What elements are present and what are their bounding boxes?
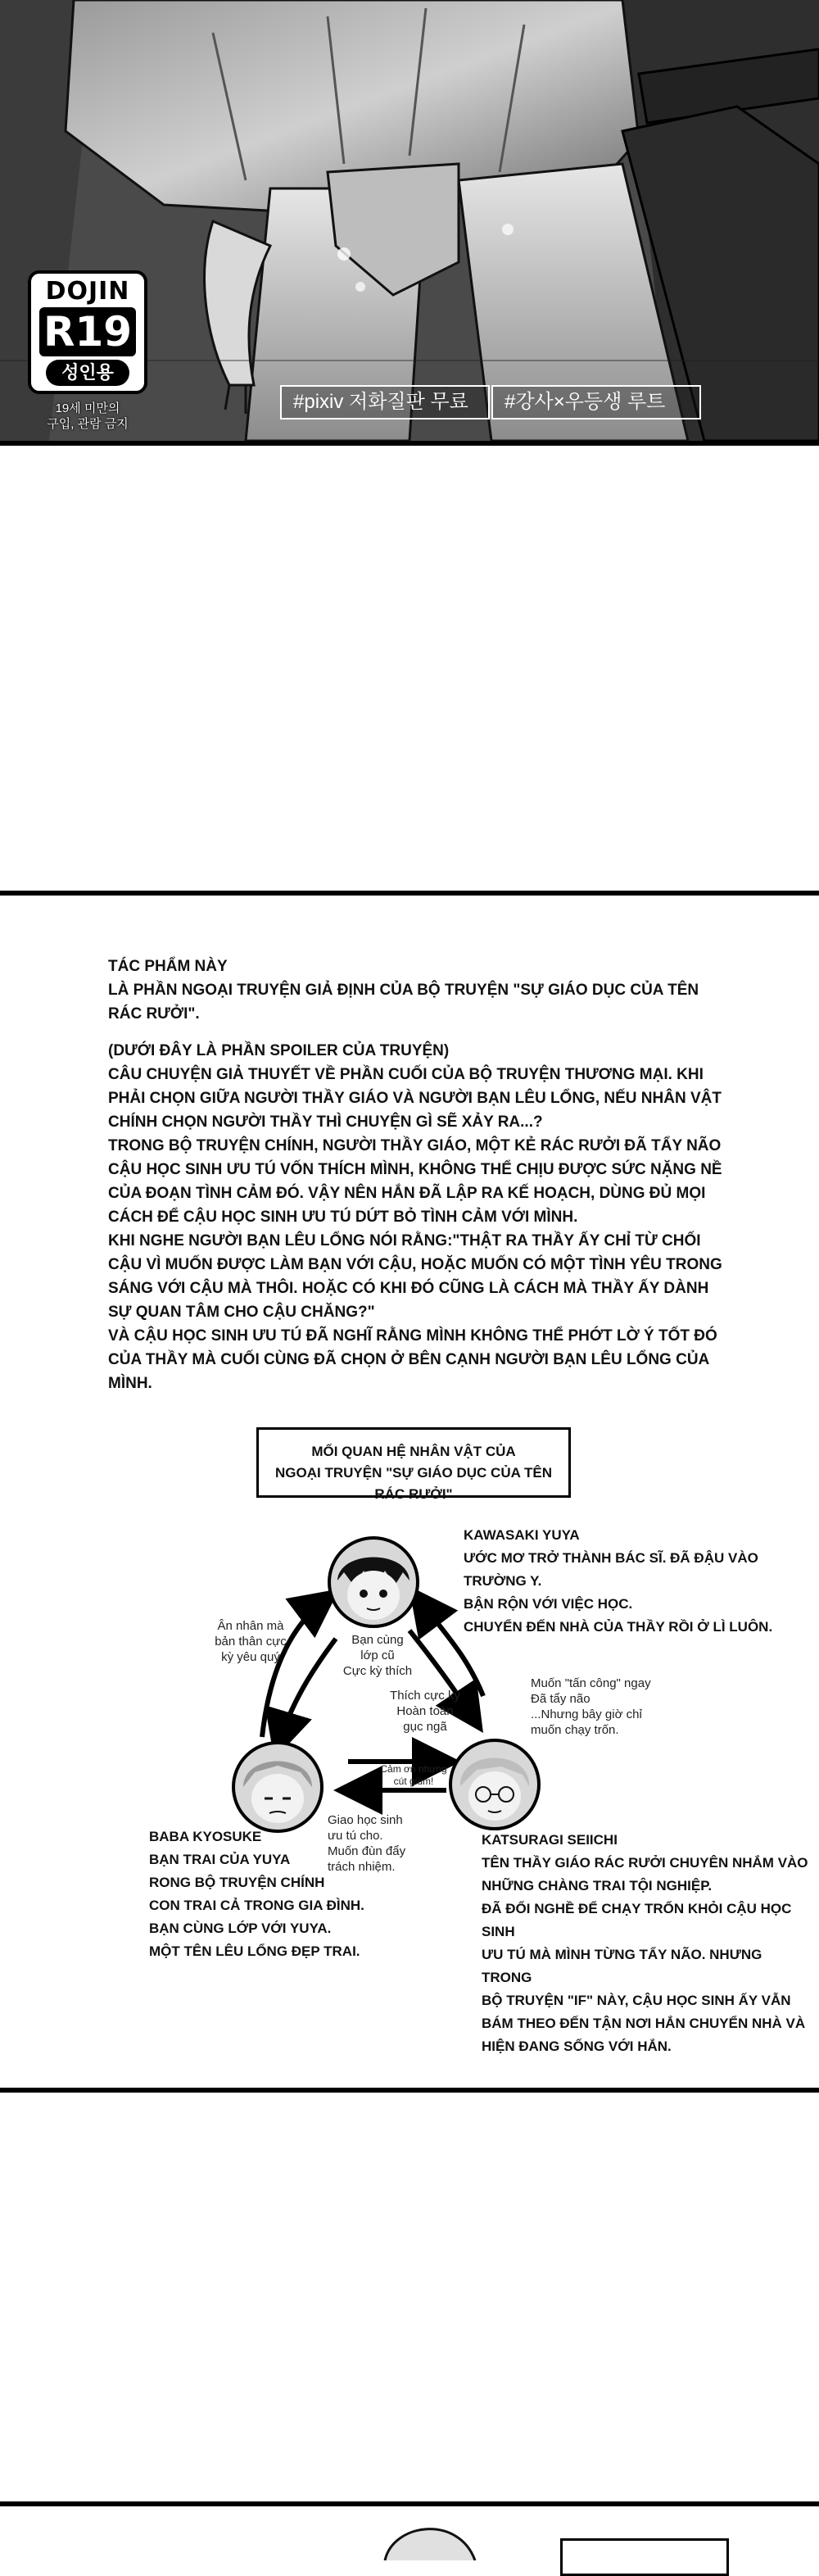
kyosuke-name: BABA KYOSUKE — [149, 1829, 262, 1844]
next-panel-speech-box — [560, 2538, 729, 2576]
badge-rating-korean: 성인용 — [46, 360, 129, 386]
hashtag-pixiv: #pixiv 저화질판 무료 — [280, 385, 490, 420]
badge-note-line1: 19세 미만의 — [55, 401, 120, 415]
anno-line: Cực kỳ thích — [342, 1664, 413, 1678]
yuya-face-icon — [331, 1540, 416, 1625]
anno-line: Thích cực kỳ — [390, 1689, 460, 1703]
char-yuya — [464, 1524, 808, 1639]
intro-text — [108, 955, 731, 1395]
badge-brand: DOJIN — [45, 277, 130, 306]
kyosuke-line: RONG BỘ TRUYỆN CHÍNH — [149, 1875, 325, 1890]
kyosuke-line: MỘT TÊN LÊU LỔNG ĐẸP TRAI. — [149, 1943, 360, 1959]
anno-line: lớp cũ — [360, 1649, 395, 1662]
anno-line: trách nhiệm. — [328, 1860, 396, 1874]
anno-line: Muốn "tấn công" ngay — [531, 1676, 651, 1690]
anno-line: kỳ yêu quý — [221, 1650, 280, 1664]
seiichi-line: BÁM THEO ĐẾN TẬN NƠI HẮN CHUYỂN NHÀ VÀ — [482, 2016, 806, 2031]
yuya-line: ƯỚC MƠ TRỞ THÀNH BÁC SĨ. ĐÃ ĐẬU VÀO — [464, 1550, 758, 1566]
kyosuke-line: BẠN TRAI CỦA YUYA — [149, 1852, 291, 1867]
anno-seiichi-to-kyosuke — [328, 1812, 442, 1875]
anno-line: gục ngã — [403, 1720, 447, 1734]
badge-note-line2: 구입, 관람 금지 — [47, 417, 129, 431]
spoiler-note: (DƯỚI ĐÂY LÀ PHẦN SPOILER CỦA TRUYỆN) — [108, 1042, 450, 1059]
badge-note — [28, 401, 147, 432]
seiichi-line: BỘ TRUYỆN "IF" NÀY, CẬU HỌC SINH ẤY VẪN — [482, 1993, 791, 2008]
anno-line: Muốn đùn đẩy — [328, 1844, 406, 1858]
yuya-line: BẬN RỘN VỚI VIỆC HỌC. — [464, 1596, 633, 1612]
anno-line: cút giùm! — [393, 1776, 434, 1787]
seiichi-line: HIỆN ĐANG SỐNG VỚI HẮN. — [482, 2039, 672, 2054]
seiichi-line: ƯU TÚ MÀ MÌNH TỪNG TẨY NÃO. NHƯNG TRONG — [482, 1947, 762, 1985]
divider-middle — [0, 2088, 819, 2093]
seiichi-line: ĐÃ ĐỔI NGHỀ ĐỂ CHẠY TRỐN KHỎI CẬU HỌC SINH — [482, 1901, 792, 1939]
anno-line: muốn chạy trốn. — [531, 1723, 619, 1737]
yuya-line: TRƯỜNG Y. — [464, 1573, 542, 1589]
cover-illustration — [0, 0, 819, 446]
divider-top — [0, 891, 819, 896]
anno-line: Hoàn toàn — [396, 1704, 454, 1718]
yuya-line: CHUYỂN ĐẾN NHÀ CỦA THẦY RỒI Ở LÌ LUÔN. — [464, 1619, 773, 1635]
anno-yuya-to-kyosuke — [324, 1632, 431, 1679]
avatar-seiichi — [449, 1739, 541, 1830]
anno-line: Giao học sinh — [328, 1813, 403, 1827]
anno-line: ...Nhưng bây giờ chỉ — [531, 1708, 642, 1721]
anno-yuya-to-seiichi — [372, 1688, 478, 1735]
seiichi-line: TÊN THẦY GIÁO RÁC RƯỞI CHUYÊN NHẮM VÀO — [482, 1855, 808, 1871]
avatar-kyosuke — [232, 1741, 324, 1833]
hashtag-route: #강사×우등생 루트 — [491, 385, 701, 420]
anno-kyosuke-to-yuya — [193, 1618, 308, 1665]
anno-line: Ân nhân mà — [217, 1619, 284, 1633]
diagram-title-line1: MỐI QUAN HỆ NHÂN VẬT CỦA — [311, 1444, 516, 1459]
kyosuke-line: CON TRAI CẢ TRONG GIA ĐÌNH. — [149, 1898, 364, 1913]
intro-line: LÀ PHẦN NGOẠI TRUYỆN GIẢ ĐỊNH CỦA BỘ TRUYỆN "SỰ GIÁO DỤC CỦA TÊN RÁC RƯỞI". — [108, 982, 699, 1023]
diagram-title — [256, 1427, 571, 1502]
paragraph-2: TRONG BỘ TRUYỆN CHÍNH, NGƯỜI THẦY GIÁO, MỘT KẺ RÁC RƯỞI ĐÃ TẨY NÃO CẬU HỌC SINH ƯU TÚ VỐN THÍCH MÌNH, KHÔNG THỂ CHỊU ĐƯỢC SỨC NẶNG NỀ CỦA ĐOẠN TÌNH CẢM ĐÓ. VẬY NÊN HẮN ĐÃ LẬP RA KẾ HOẠCH, DÙNG ĐỦ MỌI CÁCH ĐỂ CẬU HỌC SINH ƯU TÚ DỨT BỎ TÌNH CẢM VỚI MÌNH. — [108, 1137, 722, 1226]
kyosuke-face-icon — [235, 1744, 320, 1830]
intro-heading: TÁC PHẨM NÀY — [108, 958, 228, 975]
badge-rating: R19 — [39, 307, 136, 356]
anno-line: Đã tẩy não — [531, 1692, 590, 1706]
paragraph-4: VÀ CẬU HỌC SINH ƯU TÚ ĐÃ NGHĨ RẰNG MÌNH KHÔNG THỂ PHỚT LỜ Ý TỐT ĐÓ CỦA THẦY MÀ CUỐI CÙNG ĐÃ CHỌN Ở BÊN CẠNH NGƯỜI BẠN LÊU LỔNG CỦA MÌNH. — [108, 1327, 717, 1392]
kyosuke-line: BẠN CÙNG LỚP VỚI YUYA. — [149, 1921, 332, 1936]
seiichi-face-icon — [452, 1742, 537, 1827]
age-rating-badge — [28, 270, 147, 432]
seiichi-name: KATSURAGI SEIICHI — [482, 1832, 618, 1848]
anno-line: Cảm ơn nhưng — [380, 1763, 447, 1775]
anno-line: Bạn cùng — [351, 1633, 404, 1647]
anno-seiichi-to-yuya — [531, 1676, 695, 1738]
spacer — [108, 1026, 731, 1039]
diagram-title-line2: NGOẠI TRUYỆN "SỰ GIÁO DỤC CỦA TÊN RÁC RƯỞI" — [275, 1465, 552, 1502]
anno-line: ưu tú cho. — [328, 1829, 383, 1843]
paragraph-1: CÂU CHUYỆN GIẢ THUYẾT VỀ PHẦN CUỐI CỦA BỘ TRUYỆN THƯƠNG MẠI. KHI PHẢI CHỌN GIỮA NGƯỜI THẦY GIÁO VÀ NGƯỜI BẠN LÊU LỔNG, NẾU NHÂN VẬT CHÍNH CHỌN NGƯỜI THẦY THÌ CHUYỆN GÌ SẼ XẢY RA...? — [108, 1066, 722, 1131]
yuya-name: KAWASAKI YUYA — [464, 1527, 580, 1543]
paragraph-3: KHI NGHE NGƯỜI BẠN LÊU LỔNG NÓI RẰNG:"THẬT RA THẦY ẤY CHỈ TỪ CHỐI CẬU VÌ MUỐN ĐƯỢC LÀM BẠN VỚI CẬU, HOẶC MUỐN CÓ MỘT TÌNH YÊU TRONG SÁNG VỚI CẬU MÀ THÔI. HOẶC CÓ KHI ĐÓ CŨNG LÀ CÁCH MÀ THẦY ẤY DÀNH SỰ QUAN TÂM CHO CẬU CHĂNG?" — [108, 1232, 722, 1321]
rating-box — [28, 270, 147, 394]
char-seiichi — [482, 1829, 809, 2058]
avatar-yuya — [328, 1536, 419, 1628]
anno-line: bản thân cực — [215, 1635, 287, 1649]
seiichi-line: NHỮNG CHÀNG TRAI TỘI NGHIỆP. — [482, 1878, 713, 1893]
anno-kyosuke-to-seiichi — [369, 1763, 459, 1788]
